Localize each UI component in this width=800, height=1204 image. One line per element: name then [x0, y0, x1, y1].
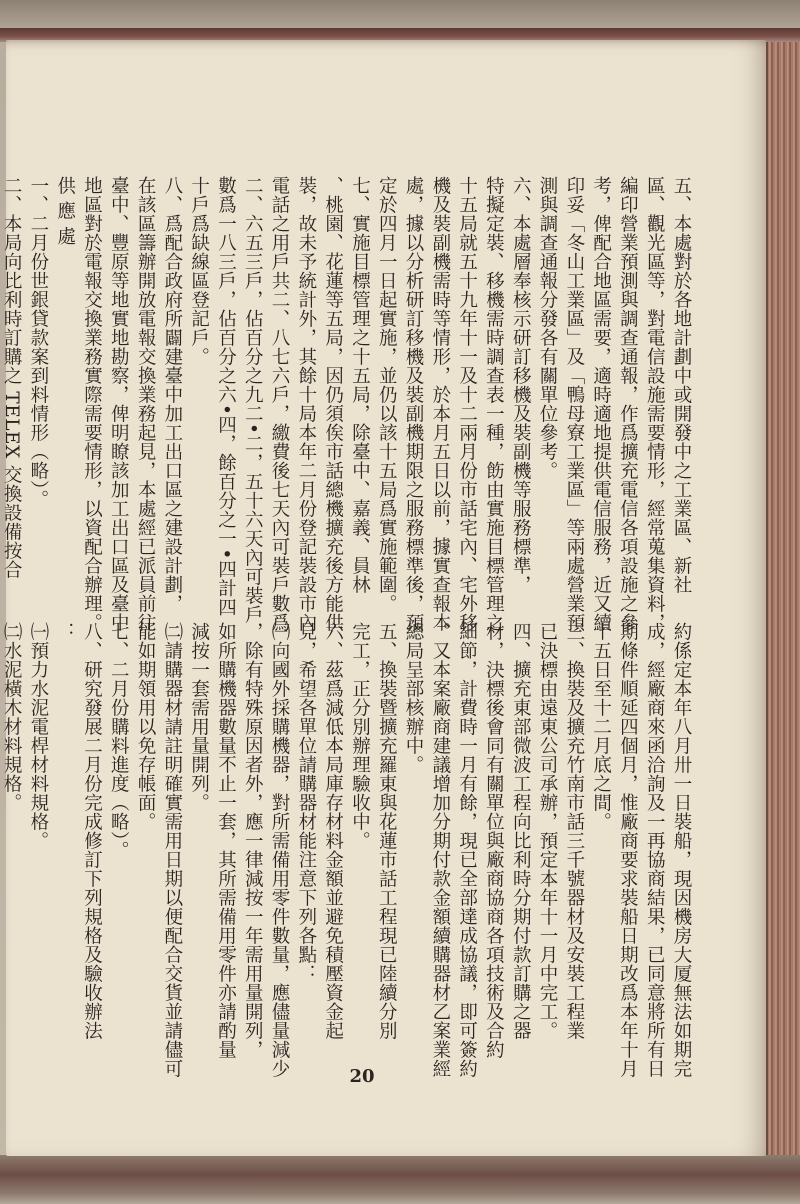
- text-column: 六、本處層奉核示研訂移機及裝副機等服務標準，: [510, 176, 532, 594]
- text-column: 見，希望各單位請購器材能注意下列各點：: [295, 622, 317, 983]
- book-cover-bottom-edge: [0, 1155, 800, 1204]
- text-column: 二、本局向比利時訂購之 TELEX 交換設備按合: [1, 176, 23, 580]
- text-column: 機及裝副機需時等情形，於本月五日以前，據實查報本: [429, 176, 451, 632]
- text-column: 約係定本年八月卅一日裝船，現因機房大厦無法如期完: [671, 622, 692, 1078]
- text-column: 區、觀光區等，對電信設施需要情形，經常蒐集資料，: [644, 176, 666, 632]
- text-column: 特擬定裝、移機需時調查表一種，飭由實施目標管理之: [483, 176, 505, 632]
- text-column: 五、換裝暨擴充羅東與花蓮市話工程現已陸續分別: [376, 622, 398, 1040]
- text-column: 能如期領用以免存帳面。: [135, 622, 157, 831]
- text-column: 在該區籌辦開放電報交換業務起見，本處經已派員前往: [135, 176, 157, 632]
- text-column: 期條件順延四個月，惟廠商要求裝船日期改爲本年十月: [617, 622, 639, 1078]
- text-column: 處，據以分析研訂移機及裝副機期限之服務標準後，預: [403, 176, 425, 632]
- text-column: 成，經廠商來函洽詢及一再協商結果，已同意將所有日: [644, 622, 666, 1078]
- text-column: 編印營業預測與調查通報，作爲擴充電信各項設施之參: [617, 176, 639, 632]
- text-column: 、桃園、花蓮等五局，因仍須俟市話總機擴充後方能供: [322, 176, 344, 632]
- text-column: 測與調查通報分發各有關單位參考。: [537, 176, 559, 480]
- text-column: 十五日至十二月底之間。: [590, 622, 612, 831]
- text-column: 七、二月份購料進度（略）。: [108, 622, 130, 860]
- text-column: ，除有特殊原因者外，應一律減按一年需用量開列，: [242, 622, 264, 1059]
- text-column: 印妥「冬山工業區」及「鴨母寮工業區」等兩處營業預: [563, 176, 585, 632]
- text-column: 二、六五三戶，佔百分之九二•二，五十六天內可裝戶: [242, 176, 264, 625]
- text-column: 四、擴充東部微波工程向比利時分期付款訂購之器: [510, 622, 532, 1040]
- text-column: 定於四月一日起實施，並仍以該十五局爲實施範圍。: [376, 176, 398, 613]
- book-page-edges: [766, 42, 800, 1156]
- upper-text-block: [1, 176, 694, 632]
- text-column: 十五局就五十九年十一及十二兩月份市話宅內、宅外移: [456, 176, 478, 632]
- lower-text-block: [1, 622, 694, 1140]
- text-column: ㈡請購器材請註明確實需用日期以便配合交貨並請儘可: [161, 622, 183, 1078]
- text-column: 電話之用戶共二、八七六戶，繳費後七天內可裝戶數爲: [269, 176, 291, 632]
- text-column: 完工，正分別辦理驗收中。: [349, 622, 371, 850]
- text-column: 臺中、豐原等地實地勘察，俾明瞭該加工出口區及臺中: [108, 176, 130, 632]
- text-column: 減按一套需用量開列。: [188, 622, 210, 812]
- text-column: 材，決標後會同有關單位與廠商協商各項技術及合約: [483, 622, 505, 1059]
- text-column: 地區對於電報交換業務實際需要情形，以資配合辦理。: [81, 176, 103, 632]
- text-column: 如所購機器數量不止一套，其所需備用零件亦請酌量: [215, 622, 237, 1059]
- text-column: ㈠向國外採購機器，對所需備用零件數量，應儘量減少: [269, 622, 291, 1078]
- text-column: 八、研究發展二月份完成修訂下列規格及驗收辦法: [81, 622, 103, 1040]
- text-column: 總局呈部核辦中。: [403, 622, 425, 774]
- text-column: ：: [54, 622, 76, 641]
- text-column: 考，俾配合地區需要，適時適地提供電信服務，近又續: [590, 176, 612, 632]
- text-column: ㈡水泥橫木材料規格。: [1, 622, 23, 812]
- text-column: 六、茲爲減低本局庫存材料金額並避免積壓資金起: [322, 622, 344, 1040]
- text-column: 五、本處對於各地計劃中或開發中之工業區、新社: [671, 176, 692, 594]
- page-number: 20: [349, 1066, 375, 1087]
- text-column: 已決標由遠東公司承辦，預定本年十一月中完工。: [537, 622, 559, 1040]
- text-column: 八、爲配合政府所闢建臺中加工出口區之建設計劃，: [161, 176, 183, 613]
- text-column: 。又本案廠商建議增加分期付款金額續購器材乙案業經: [429, 622, 451, 1078]
- text-column: ㈠預力水泥電桿材料規格。: [27, 622, 49, 850]
- text-column: 細節，計費時一月有餘，現已全部達成協議，即可簽約: [456, 622, 478, 1078]
- text-column: 三、換裝及擴充竹南市話三千號器材及安裝工程業: [563, 622, 585, 1040]
- text-column: 一、二月份世銀貸款案到料情形（略）。: [27, 176, 49, 509]
- text-column: 十戶爲缺線區登記戶。: [188, 176, 210, 366]
- text-column: 七、實施目標管理之十五局，除臺中、嘉義、員林: [349, 176, 371, 594]
- text-column: 裝，故未予統計外，其餘十局本年二月份登記裝設市內: [295, 176, 317, 632]
- text-column: 供 應 處: [54, 176, 76, 246]
- text-column: 數爲一八三戶，佔百分之六•四，餘百分之一•四計四: [215, 176, 237, 617]
